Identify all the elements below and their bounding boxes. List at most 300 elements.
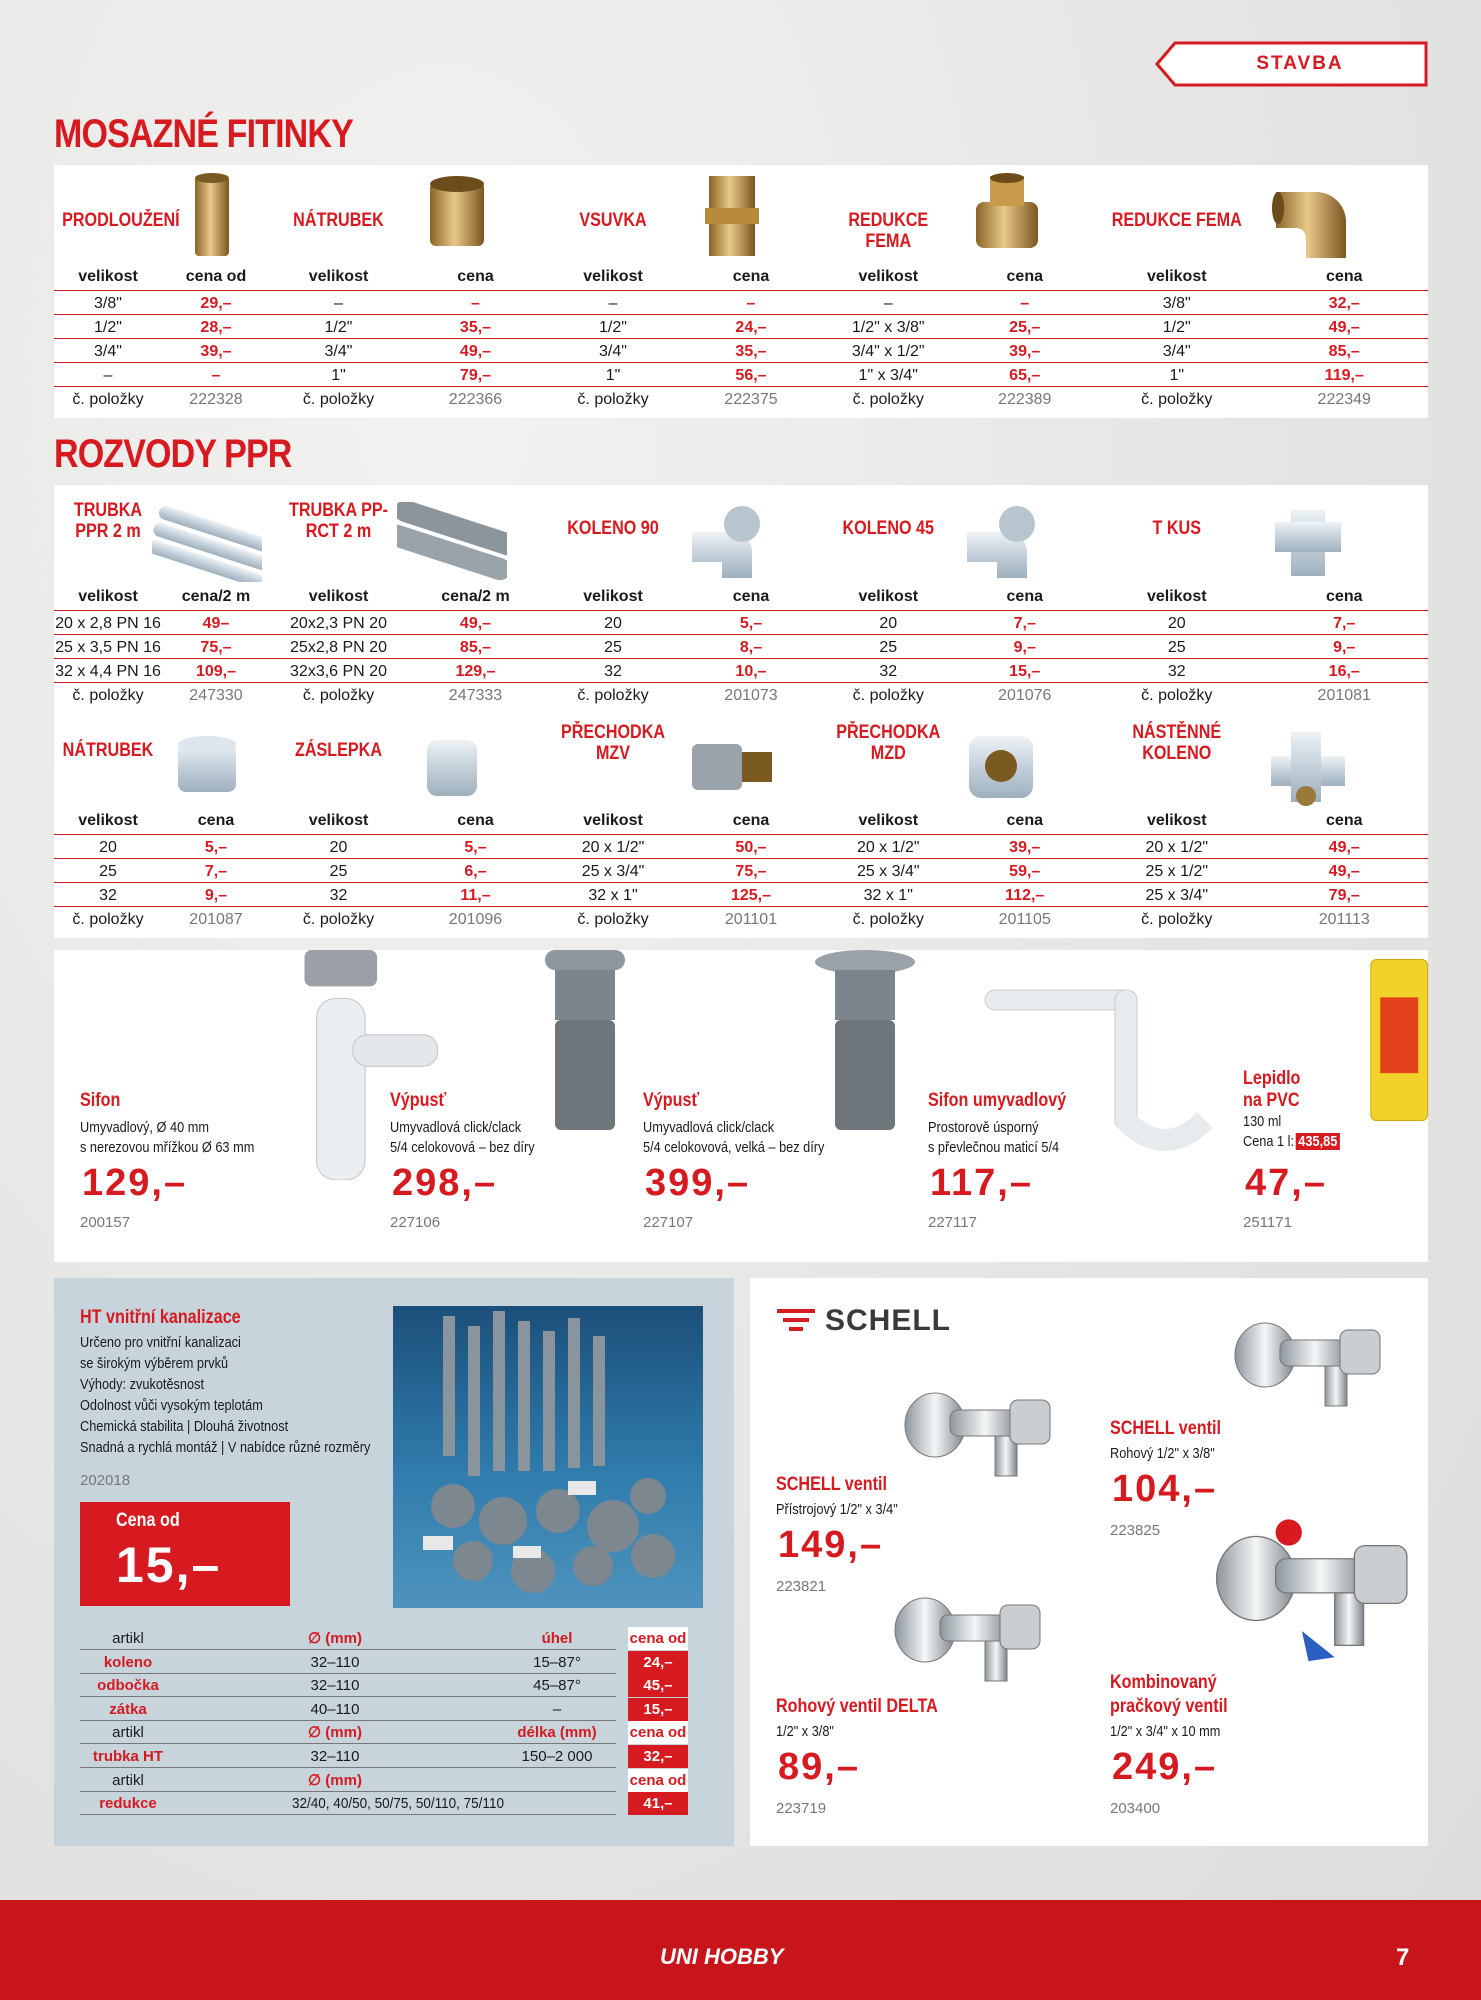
size-cell: 20 [604, 614, 622, 632]
price-header: cena/2 m [441, 588, 510, 605]
ht-desc-line: Výhody: zvukotěsnost [80, 1376, 205, 1393]
ht-cell: úhel [541, 1630, 573, 1647]
price-header: cena [1006, 812, 1043, 829]
product-image [510, 950, 660, 1140]
table-row [270, 836, 544, 859]
schell-code: 203400 [1110, 1800, 1161, 1817]
ppr1-name: KOLENO 45 [842, 518, 935, 539]
product-price: 298,– [392, 1162, 498, 1204]
product-desc-2 [928, 1138, 1059, 1158]
product-code: 227107 [643, 1214, 694, 1231]
row-divider [270, 290, 544, 291]
price-cell: 9,– [204, 886, 228, 904]
price-cell: – [746, 294, 756, 312]
item-code: 222349 [1317, 390, 1371, 408]
schell-name: SCHELL ventil [776, 1474, 887, 1495]
price-header: cena [1006, 588, 1043, 605]
row-divider [270, 314, 544, 315]
price-cell: 75,– [200, 638, 232, 656]
ht-table-header [80, 1721, 728, 1744]
size-cell: 3/4" [1162, 342, 1191, 360]
size-cell: 1" x 3/4" [858, 366, 918, 384]
row-divider [54, 658, 270, 659]
size-header: velikost [1146, 268, 1207, 285]
row-divider [54, 338, 270, 339]
ppr1-name: TRUBKA PPR 2 m [73, 500, 143, 542]
ppr-fitting-image [672, 726, 782, 806]
price-cell: 65,– [1009, 366, 1041, 384]
price-cell: 49– [202, 614, 230, 632]
row-divider [270, 386, 544, 387]
size-cell: 20 [879, 614, 898, 632]
row-divider [270, 882, 544, 883]
ppr2-name: NÁTRUBEK [62, 740, 154, 761]
category-tag [1155, 41, 1428, 87]
row-divider [54, 834, 270, 835]
row-divider [820, 906, 1093, 907]
schell-desc: Přístrojový 1/2" x 3/4" [776, 1501, 898, 1518]
size-header: velikost [308, 588, 369, 605]
price-cell: 6,– [464, 862, 487, 880]
ht-cell: 32,– [628, 1745, 688, 1768]
size-cell: 25 [1167, 638, 1186, 656]
schell-code: 223719 [776, 1800, 827, 1817]
brass-header-row [820, 268, 1093, 290]
price-cell: 29,– [200, 294, 232, 312]
ht-cell: artikl [112, 1771, 144, 1789]
ht-table-row [80, 1651, 728, 1674]
table-row [820, 316, 1093, 339]
row-divider [544, 386, 820, 387]
size-cell: – [883, 294, 893, 312]
product-desc-2 [643, 1138, 824, 1158]
ht-desc-line: Snadná a rychlá montáž | V nabídce různé rozměry [80, 1439, 371, 1456]
item-code: 201076 [998, 686, 1052, 704]
ht-cell: artikl [112, 1630, 144, 1647]
table-row [270, 860, 544, 883]
ht-cell: 32–110 [310, 1653, 360, 1671]
ppr1-header-row [820, 588, 1093, 610]
item-code: 201081 [1317, 686, 1371, 704]
item-code: 201087 [189, 910, 243, 928]
ht-table-row [80, 1792, 728, 1815]
table-row [544, 860, 820, 883]
ht-table-header [80, 1769, 728, 1792]
item-no-label: č. položky [302, 910, 375, 928]
price-cell: 125,– [730, 886, 772, 904]
row-divider [1093, 386, 1428, 387]
schell-desc: 1/2" x 3/8" [776, 1723, 834, 1740]
table-row [820, 612, 1093, 635]
size-cell: 20 [329, 838, 348, 856]
size-cell: 32 [99, 886, 117, 904]
schell-price: 249,– [1112, 1746, 1218, 1788]
price-header: cena od [185, 268, 247, 285]
product-image [1330, 950, 1440, 1130]
row-divider [1093, 338, 1428, 339]
ht-cell: ∅ (mm) [308, 1630, 362, 1647]
size-cell: – [334, 294, 343, 312]
size-cell: 32x3,6 PN 20 [290, 662, 387, 680]
page-number: 7 [1396, 1944, 1410, 1971]
item-code: 201101 [724, 910, 778, 928]
item-code: 201113 [1318, 910, 1370, 928]
ht-cell: redukce [99, 1795, 157, 1813]
price-cell: 79,– [459, 366, 492, 384]
size-cell: 3/4" [94, 342, 122, 360]
table-row [54, 340, 270, 363]
brass-header-row [1093, 268, 1428, 290]
price-header: cena [732, 812, 770, 829]
row-divider [544, 314, 820, 315]
price-cell: 50,– [735, 838, 767, 856]
row-divider [820, 362, 1093, 363]
size-header: velikost [858, 812, 919, 829]
price-cell: 49,– [459, 342, 492, 360]
row-divider [54, 858, 270, 859]
ppr1-name: KOLENO 90 [567, 518, 659, 539]
table-row [1093, 836, 1428, 859]
table-row [54, 884, 270, 907]
size-cell: 32 x 1" [588, 886, 638, 904]
size-cell: 25 x 3/4" [581, 862, 645, 880]
size-cell: 32 [329, 886, 348, 904]
price-cell: 35,– [459, 318, 492, 336]
ppr2-header-row [54, 812, 270, 834]
ht-cell [494, 1769, 620, 1792]
row-divider [544, 906, 820, 907]
row-divider [820, 634, 1093, 635]
row-divider [544, 634, 820, 635]
table-row [1093, 292, 1428, 315]
price-header: cena [197, 812, 235, 829]
size-cell: 1/2" [1162, 318, 1191, 336]
price-cell: 129,– [455, 662, 496, 680]
product-image [790, 950, 940, 1140]
price-header: cena [457, 268, 494, 285]
product-desc-2-text: s nerezovou mřížkou Ø 63 mm [80, 1139, 255, 1156]
table-row [544, 884, 820, 907]
table-row [54, 660, 270, 683]
ppr-fitting-image [947, 502, 1057, 582]
row-divider [1093, 906, 1428, 907]
size-header: velikost [858, 588, 919, 605]
valve-image [890, 1570, 1050, 1700]
price-cell: 24,– [735, 318, 767, 336]
row-divider [1093, 610, 1428, 611]
ppr2-header-row [270, 812, 544, 834]
item-code-row [820, 388, 1093, 411]
size-cell: 32 x 1" [863, 886, 913, 904]
item-code: 201105 [998, 910, 1051, 928]
table-row [1093, 612, 1428, 635]
item-no-label: č. položky [852, 686, 924, 704]
product-name-line2: na PVC [1243, 1090, 1300, 1111]
table-row [270, 884, 544, 907]
price-header: cena/2 m [181, 588, 251, 605]
ppr1-header-row [270, 588, 544, 610]
row-divider [544, 610, 820, 611]
row-divider [1093, 682, 1428, 683]
table-row [270, 636, 544, 659]
ht-cell: 24,– [628, 1651, 688, 1674]
size-cell: 25 [99, 862, 117, 880]
row-divider [1093, 858, 1428, 859]
product-code: 227117 [928, 1214, 977, 1231]
brass-fitting-image [962, 172, 1052, 260]
table-row [544, 364, 820, 387]
price-cell: 119,– [1324, 366, 1364, 384]
schell-name: Rohový ventil DELTA [776, 1696, 938, 1717]
size-header: velikost [1146, 812, 1207, 829]
table-row [544, 292, 820, 315]
ppr1-block [544, 490, 820, 704]
table-row [820, 636, 1093, 659]
table-row [544, 660, 820, 683]
row-divider [544, 882, 820, 883]
brass-block [270, 170, 544, 408]
size-cell: 32 [879, 662, 898, 680]
ppr2-header-row [544, 812, 820, 834]
ht-cell: 40–110 [310, 1700, 360, 1718]
price-cell: 39,– [1009, 838, 1041, 856]
ht-desc-line: Určeno pro vnitřní kanalizaci [80, 1334, 241, 1351]
price-cell: 49,– [459, 614, 492, 632]
product-price: 129,– [82, 1162, 188, 1204]
product-desc-2 [1243, 1132, 1340, 1152]
size-header: velikost [78, 812, 138, 829]
price-cell: 49,– [1328, 318, 1360, 336]
table-row [544, 836, 820, 859]
item-no-label: č. položky [1141, 910, 1213, 928]
ht-cell: 32–110 [310, 1677, 360, 1695]
price-cell: 28,– [200, 318, 232, 336]
row-divider [270, 610, 544, 611]
ppr2-block [54, 712, 270, 928]
product-name: Lepidlo [1243, 1068, 1301, 1089]
table-row [270, 292, 544, 315]
price-cell: 15,– [1009, 662, 1041, 680]
brass-block [820, 170, 1093, 408]
size-cell: 20x2,3 PN 20 [290, 614, 387, 632]
ppr-fitting-image [397, 726, 507, 806]
price-cell: – [211, 366, 221, 384]
valve-image [1225, 1300, 1395, 1420]
item-no-label: č. položky [577, 686, 649, 704]
brass-header-row [544, 268, 820, 290]
product-name: Sifon [80, 1090, 121, 1111]
ht-cell: 45,– [628, 1674, 688, 1697]
size-cell: 1" [605, 366, 621, 384]
ht-cell: trubka HT [92, 1748, 163, 1765]
item-code: 247333 [448, 686, 503, 704]
price-cell: 75,– [735, 862, 767, 880]
brass-block [54, 170, 270, 408]
ppr2-block [1093, 712, 1428, 928]
table-row [544, 636, 820, 659]
size-cell: 20 x 1/2" [1145, 838, 1209, 856]
product-desc-2 [80, 1138, 254, 1158]
product-desc-2 [390, 1138, 535, 1158]
unihobby-logo: UNI HOBBY [660, 1944, 784, 1969]
price-cell: 7,– [1333, 614, 1356, 632]
size-header: velikost [78, 268, 138, 285]
row-divider [54, 386, 270, 387]
ppr2-header-row [1093, 812, 1428, 834]
brass-fitting-image [687, 172, 777, 260]
schell-logo [777, 1304, 951, 1338]
ppr2-name: ZÁSLEPKA [294, 740, 383, 761]
product-desc-1: 130 ml [1243, 1113, 1282, 1130]
ht-cell: zátka [109, 1700, 147, 1718]
brass-name: REDUKCE FEMA [848, 210, 929, 252]
row-divider [820, 658, 1093, 659]
price-cell: 5,– [464, 838, 487, 856]
ht-cell: – [552, 1700, 562, 1718]
price-cell: 5,– [739, 614, 763, 632]
table-row [270, 660, 544, 683]
brass-fitting-image [1266, 172, 1356, 260]
price-cell: 79,– [1328, 886, 1360, 904]
ppr-fitting-image [397, 502, 507, 582]
size-cell: 25 x 3/4" [856, 862, 920, 880]
row-divider [270, 858, 544, 859]
size-cell: – [608, 294, 618, 312]
price-cell: – [1020, 294, 1030, 312]
table-row [270, 364, 544, 387]
table-row [54, 364, 270, 387]
ht-desc-line: Chemická stabilita | Dlouhá životnost [80, 1418, 289, 1435]
size-cell: 25 [879, 638, 898, 656]
row-divider [270, 362, 544, 363]
table-row [544, 612, 820, 635]
brass-fitting-image [412, 172, 502, 260]
item-no-label: č. položky [302, 390, 375, 408]
size-cell: 25 [604, 638, 622, 656]
ht-cell: 15–87° [533, 1653, 581, 1671]
size-header: velikost [78, 588, 138, 605]
brass-name: VSUVKA [579, 210, 647, 231]
size-cell: 1/2" x 3/8" [851, 318, 925, 336]
size-cell: 20 x 1/2" [856, 838, 920, 856]
size-cell: 20 [99, 838, 117, 856]
price-header: cena [1326, 268, 1363, 285]
price-header: cena [1326, 812, 1363, 829]
item-code-row [544, 388, 820, 411]
row-divider [544, 858, 820, 859]
item-no-label: č. položky [852, 390, 924, 408]
price-cell: 109,– [195, 662, 237, 680]
product-desc-2-text: Cena 1 l: [1243, 1133, 1295, 1150]
row-divider [1093, 658, 1428, 659]
ppr1-block [54, 490, 270, 704]
item-no-label: č. položky [852, 910, 924, 928]
ht-table-row [80, 1698, 728, 1721]
schell-price: 89,– [778, 1746, 860, 1788]
size-cell: 3/4" x 1/2" [851, 342, 925, 360]
product-price: 47,– [1245, 1162, 1327, 1204]
table-row [1093, 340, 1428, 363]
table-row [1093, 884, 1428, 907]
ppr1-name: T KUS [1152, 518, 1201, 539]
size-cell: 32 [1167, 662, 1186, 680]
item-no-label: č. položky [577, 910, 649, 928]
price-header: cena [1326, 588, 1363, 605]
price-cell: 39,– [200, 342, 232, 360]
size-header: velikost [583, 588, 643, 605]
size-cell: 1" [1169, 366, 1185, 384]
ht-cell: odbočka [97, 1677, 159, 1695]
price-header: cena [457, 812, 494, 829]
table-row [820, 660, 1093, 683]
row-divider [544, 290, 820, 291]
item-code-row [54, 908, 270, 931]
price-cell: 9,– [1333, 638, 1356, 656]
ht-cell: 32–110 [310, 1748, 360, 1765]
product-name: Sifon umyvadlový [928, 1090, 1067, 1111]
table-row [54, 316, 270, 339]
product-desc-1: Umyvadlová click/clack [643, 1119, 775, 1136]
item-code-row [820, 908, 1093, 931]
row-divider [270, 834, 544, 835]
size-cell: 3/8" [94, 294, 122, 312]
price-cell: 10,– [735, 662, 767, 680]
brass-name: REDUKCE FEMA [1111, 210, 1242, 231]
ht-desc-line: se širokým výběrem prvků [80, 1355, 229, 1372]
item-code-row [544, 684, 820, 707]
ht-title: HT vnitřní kanalizace [80, 1307, 241, 1328]
ht-desc-line: Odolnost vůči vysokým teplotám [80, 1397, 263, 1414]
ht-cell: 45–87° [533, 1677, 581, 1695]
row-divider [820, 290, 1093, 291]
schell-code: 223821 [776, 1578, 827, 1595]
row-divider [544, 338, 820, 339]
row-divider [270, 906, 544, 907]
product-name: Výpusť [390, 1090, 447, 1111]
size-cell: 3/8" [1162, 294, 1191, 312]
product-code: 227106 [390, 1214, 441, 1231]
size-cell: 25 [329, 862, 348, 880]
row-divider [1093, 362, 1428, 363]
brass-name: NÁTRUBEK [293, 210, 384, 231]
schell-code: 223825 [1110, 1522, 1161, 1539]
product-code: 200157 [80, 1214, 131, 1231]
item-no-label: č. položky [1141, 390, 1213, 408]
size-cell: – [103, 366, 113, 384]
product-code: 251171 [1243, 1214, 1292, 1231]
row-divider [1093, 634, 1428, 635]
size-cell: 1/2" [94, 318, 122, 336]
price-header: cena [732, 588, 770, 605]
ppr2-name: NÁSTĚNNÉ KOLENO [1132, 722, 1222, 764]
ppr2-name: PŘECHODKA MZD [836, 722, 941, 764]
section-title-ppr: ROZVODY PPR [54, 432, 292, 476]
ht-price-badge [80, 1502, 290, 1606]
product-name: Výpusť [643, 1090, 700, 1111]
size-cell: 1/2" [599, 318, 627, 336]
product-desc-2-text: s převlečnou maticí 5/4 [928, 1139, 1060, 1156]
price-cell: 112,– [1005, 886, 1045, 904]
price-header: cena [1006, 268, 1043, 285]
row-divider [54, 634, 270, 635]
row-divider [270, 338, 544, 339]
ppr-fitting-image [152, 726, 262, 806]
product-price: 399,– [645, 1162, 751, 1204]
row-divider [1093, 314, 1428, 315]
row-divider [54, 362, 270, 363]
row-divider [54, 290, 270, 291]
ht-cell: 32/40, 40/50, 50/75, 50/110, 75/110 [292, 1795, 504, 1813]
